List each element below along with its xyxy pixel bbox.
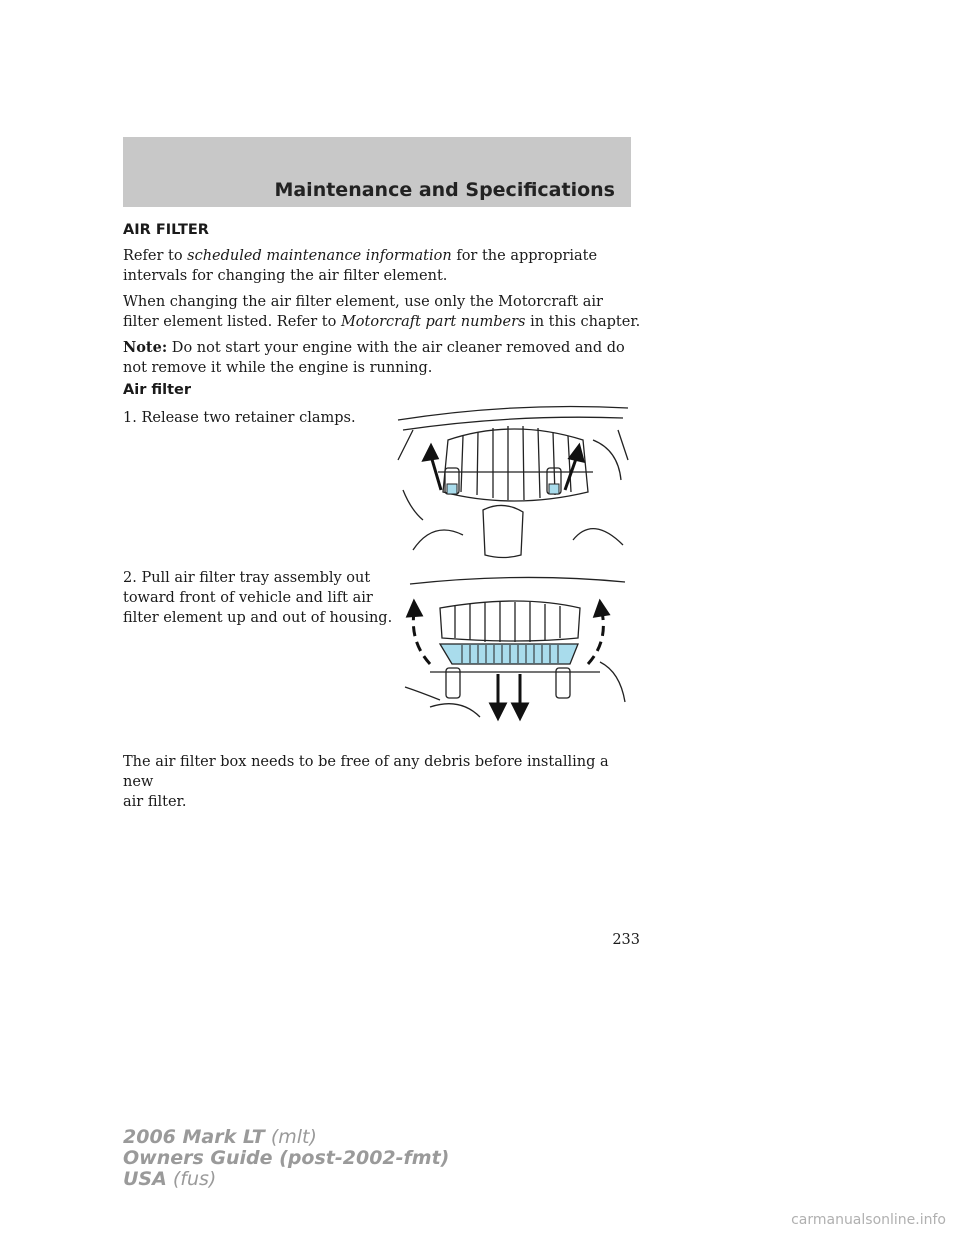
section-title: AIR FILTER [123,222,209,238]
p1-reference: scheduled maintenance information [187,248,452,264]
step-2-line-1: 2. Pull air filter tray assembly out [123,570,371,586]
note-text: Do not start your engine with the air cleaner removed and do not remove it while the engine is running. [123,340,625,376]
closing-line-2: air filter. [123,794,187,810]
footer-model: 2006 Mark LT [123,1126,265,1148]
closing-line-1: The air filter box needs to be free of any debris before installing a new [123,754,609,790]
p1-text: Refer to [123,248,188,264]
figure-release-clamps [393,400,633,560]
watermark: carmanualsonline.info [791,1212,946,1228]
paragraph-note [123,338,643,378]
p1-text-end: for the appropriate intervals for changing the air filter element. [123,248,598,284]
p2-reference: Motorcraft part numbers [340,314,526,330]
footer-market: USA [123,1168,167,1190]
subsection-title: Air filter [123,382,192,398]
step-2 [123,568,392,628]
step-2-line-2: toward front of vehicle and lift air [123,590,373,606]
note-label: Note: [123,339,168,356]
page-number: 233 [612,932,640,948]
step-1: 1. Release two retainer clamps. [123,410,356,426]
paragraph-motorcraft [123,292,643,332]
paragraph-intervals [123,246,643,286]
p2-text-end: in this chapter. [525,314,641,330]
header-band [123,137,631,207]
footer-model-code: (mlt) [264,1126,317,1148]
footer-guide: Owners Guide (post-2002-fmt) [123,1147,450,1169]
p2-text: When changing the air filter element, use only the Motorcraft air filter element listed. Refer to [123,294,603,330]
figure-remove-filter [400,572,632,724]
page-header-title: Maintenance and Specifications [274,179,615,201]
paragraph-closing [123,752,643,812]
footer-metadata [123,1127,449,1190]
footer-market-code: (fus) [166,1168,217,1190]
step-2-line-3: filter element up and out of housing. [123,610,393,626]
